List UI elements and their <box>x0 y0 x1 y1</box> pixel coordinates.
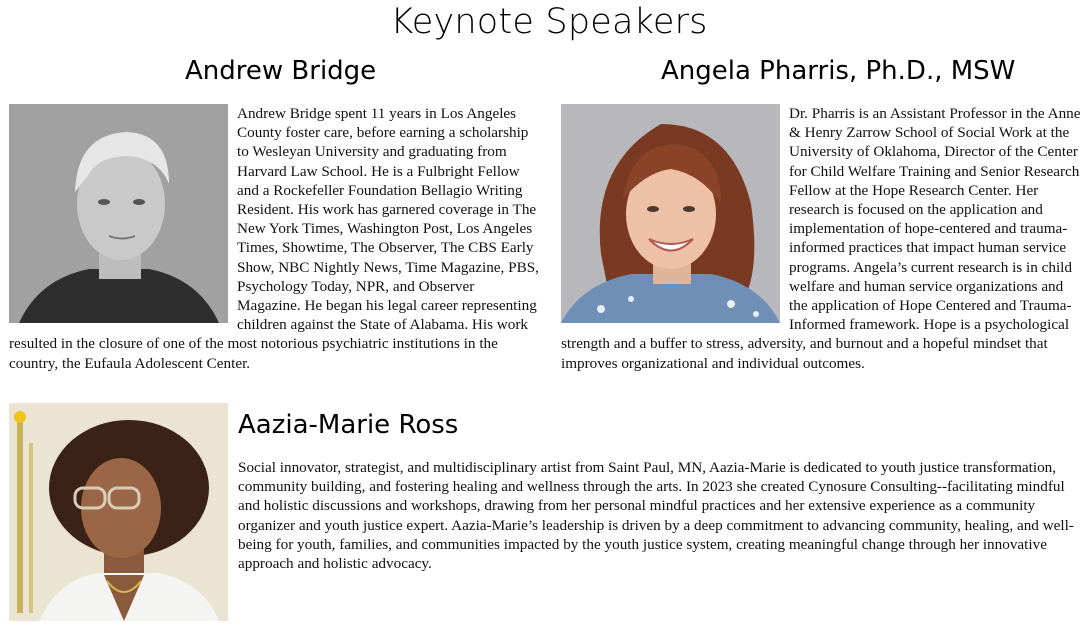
aazia-bio-text: Social innovator, strategist, and multidisciplinary artist from Saint Paul, MN, Aazia-Marie is dedicated to youth justice transformation, community building, and fostering healing and wellness through the arts. In 2023 she created Cynosure Consulting--facilitating mindful and holistic discussions and workshops, drawing from her personal mindful practices and her extensive experience as a community organizer and youth justice expert. Aazia-Marie’s leadership is driven by a deep commitment to advancing community, healing, and well-being for youth, families, and communities impacted by the youth justice system, creating meaningful change through her innovative approach and holistic advocacy. <box>238 459 1074 573</box>
speaker-name-andrew: Andrew Bridge <box>185 56 377 86</box>
page-title: Keynote Speakers <box>390 2 708 42</box>
speaker-bio-aazia <box>238 458 1086 573</box>
speaker-name-angela: Angela Pharris, Ph.D., MSW <box>661 56 1016 86</box>
speaker-bio-angela <box>561 104 1085 373</box>
andrew-bio-text: Andrew Bridge spent 11 years in Los Angeles County foster care, before earning a scholarship to Wesleyan University and graduating from Harvard Law School. He is a Fulbright Fellow and a Rockefeller Foundation Bellagio Writing Resident. His work has garnered coverage in The New York Times, Washington Post, Los Angeles Times, Showtime, The Observer, The CBS Early Show, NBC Nightly News, Time Magazine, PBS, Psychology Today, NPR, and Observer Magazine. He began his legal career representing children against the State of Alabama. His work resulted in the closure of one of the most notorious psychiatric institutions in the country, the Eufaula Adolescent Center. <box>9 105 539 372</box>
angela-pharris-photo <box>561 104 780 323</box>
andrew-bridge-photo <box>9 104 228 323</box>
angela-bio-text: Dr. Pharris is an Assistant Professor in the Anne & Henry Zarrow School of Social Work at the University of Oklahoma, Director of the Center for Child Welfare Training and Senior Research Fellow at the Hope Research Center. Her research is focused on the application and implementation of hope-centered and trauma-informed practices that impact human service programs. Angela’s current research is in child welfare and human service organizations and the application of Hope Centered and Trauma-Informed framework. Hope is a psychological strength and a buffer to stress, adversity, and burnout and a hopeful mindset that improves organizational and individual outcomes. <box>561 105 1081 372</box>
aazia-marie-ross-photo <box>9 403 228 621</box>
speaker-bio-andrew <box>9 104 539 373</box>
speaker-name-aazia: Aazia-Marie Ross <box>238 410 459 440</box>
